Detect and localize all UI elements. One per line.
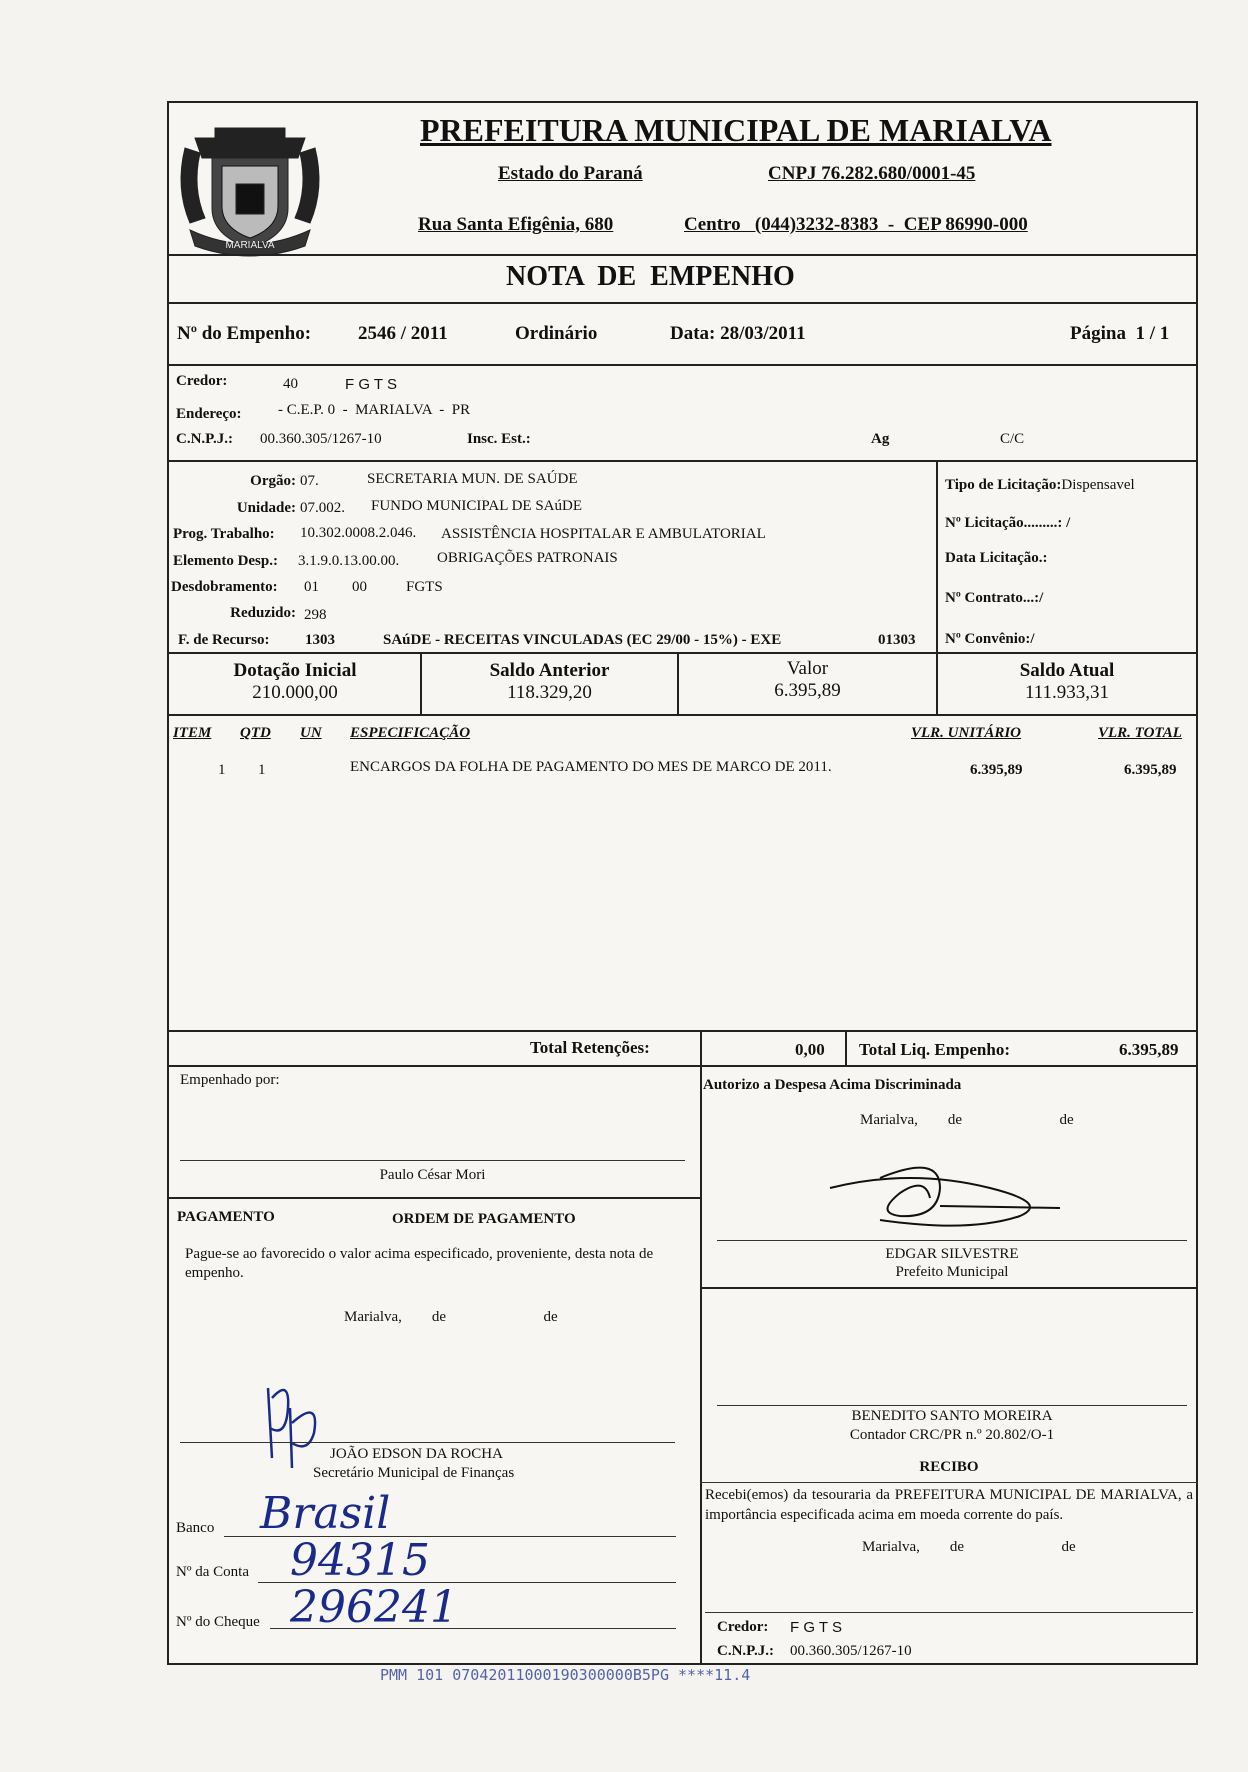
recibo-cnpj: 00.360.305/1267-10 (790, 1643, 912, 1659)
unidade-code: 07.002. (300, 500, 345, 516)
row-unit-value: 6.395,89 (970, 762, 1023, 778)
empenho-num-label: Nº do Empenho: (177, 323, 312, 344)
prefeito-signature (820, 1158, 1070, 1238)
pagamento-label: PAGAMENTO (177, 1209, 275, 1225)
prog-label: Prog. Trabalho: (173, 526, 275, 542)
recibo-title: RECIBO (919, 1459, 979, 1475)
autorizo-date-line: Marialva, de de (860, 1112, 1074, 1128)
insc-est-label: Insc. Est.: (467, 431, 531, 447)
balance-saldo-anterior-label: Saldo Anterior (489, 660, 610, 681)
empenhado-por-label: Empenhado por: (180, 1072, 280, 1088)
credor-code: 40 (283, 376, 298, 392)
tipo-licitacao-value: Dispensavel (1061, 477, 1135, 493)
cc-label: C/C (1000, 431, 1025, 447)
empenho-type: Ordinário (515, 323, 598, 344)
cnpj-header: CNPJ 76.282.680/0001-45 (768, 163, 976, 184)
row-spec: ENCARGOS DA FOLHA DE PAGAMENTO DO MES DE MARCO DE 2011. (350, 759, 832, 775)
col-spec: ESPECIFICAÇÃO (350, 725, 471, 741)
footer-code: PMM 101 07042011000190300000B5PG ****11.4 (380, 1666, 751, 1684)
cheque-value: 296241 (290, 1582, 458, 1633)
balance-valor (679, 658, 936, 702)
reduzido-value: 298 (304, 607, 327, 623)
conta-label: Nº da Conta (176, 1564, 249, 1580)
secretario-signature (250, 1368, 340, 1478)
balance-dotacao-value: 210.000,00 (252, 682, 338, 703)
prog-name: ASSISTÊNCIA HOSPITALAR E AMBULATORIAL (441, 526, 766, 542)
ag-label: Ag (871, 431, 890, 447)
desdobramento-name: FGTS (406, 579, 443, 595)
cnpj-label: C.N.P.J.: (176, 431, 233, 447)
banco-label: Banco (176, 1520, 215, 1536)
balance-dotacao (170, 660, 420, 704)
reduzido-label: Reduzido: (230, 605, 296, 621)
total-retencoes-label: Total Retenções: (530, 1038, 650, 1057)
tipo-licitacao-label: Tipo de Licitação: (945, 477, 1062, 493)
credor-address: - C.E.P. 0 - MARIALVA - PR (278, 402, 471, 418)
recurso-code: 1303 (305, 632, 335, 648)
contador-name: BENEDITO SANTO MOREIRA (851, 1408, 1053, 1424)
col-unit-value: VLR. UNITÁRIO (911, 725, 1022, 741)
prefeito-name: EDGAR SILVESTRE (885, 1246, 1019, 1262)
pagamento-date-line: Marialva, de de (344, 1309, 558, 1325)
balance-valor-label: Valor (786, 658, 829, 679)
recibo-text: Recebi(emos) da tesouraria da PREFEITURA MUNICIPAL DE MARIALVA, a importância especificada acima em moeda corrente do país. (705, 1487, 1193, 1523)
num-contrato: Nº Contrato...:/ (945, 590, 1044, 606)
elemento-label: Elemento Desp.: (173, 553, 278, 569)
num-licitacao: Nº Licitação.........: / (945, 515, 1071, 531)
district-phone-cep: Centro (044)3232-8383 - CEP 86990-000 (684, 214, 1028, 235)
tipo-licitacao (945, 477, 1135, 494)
col-total-value: VLR. TOTAL (1098, 725, 1182, 741)
credor-label: Credor: (176, 373, 228, 389)
cheque-label: Nº do Cheque (176, 1614, 260, 1630)
empenho-num: 2546 / 2011 (358, 323, 448, 344)
desdobramento-b: 00 (352, 579, 367, 595)
recurso-code2: 01303 (878, 632, 916, 648)
orgao-name: SECRETARIA MUN. DE SAÚDE (367, 471, 578, 487)
ordem-pagamento-label: ORDEM DE PAGAMENTO (392, 1211, 576, 1227)
balance-saldo-anterior (422, 660, 677, 704)
col-qtd: QTD (240, 725, 271, 741)
recibo-cnpj-label: C.N.P.J.: (717, 1643, 774, 1659)
balance-saldo-atual-label: Saldo Atual (1019, 660, 1115, 681)
elemento-code: 3.1.9.0.13.00.00. (298, 553, 400, 569)
data-licitacao: Data Licitação.: (945, 550, 1048, 566)
contador-role: Contador CRC/PR n.º 20.802/O-1 (849, 1427, 1055, 1443)
conta-value: 94315 (290, 1535, 430, 1586)
orgao-label: Orgão: (250, 473, 296, 489)
balance-dotacao-label: Dotação Inicial (233, 660, 357, 681)
state-name: Estado do Paraná (498, 163, 643, 184)
empenho-date: Data: 28/03/2011 (670, 323, 806, 344)
crest-banner-text: MARIALVA (225, 240, 275, 251)
desdobramento-label: Desdobramento: (171, 579, 278, 595)
page-number: Página 1 / 1 (1070, 323, 1170, 344)
secretario-name: JOÃO EDSON DA ROCHA (330, 1446, 503, 1462)
unidade-label: Unidade: (236, 500, 296, 516)
address-label: Endereço: (176, 406, 242, 422)
recibo-date-line: Marialva, de de (862, 1539, 1076, 1555)
total-liq-value: 6.395,89 (1119, 1040, 1179, 1059)
prefeito-role: Prefeito Municipal (895, 1264, 1009, 1280)
credor-cnpj: 00.360.305/1267-10 (260, 431, 382, 447)
balance-valor-value: 6.395,89 (774, 680, 841, 701)
balance-saldo-atual-value: 111.933,31 (1024, 682, 1110, 703)
credor-name: F G T S (345, 376, 397, 393)
recibo-credor-name: F G T S (790, 1619, 842, 1636)
row-qtd: 1 (258, 762, 266, 778)
unidade-name: FUNDO MUNICIPAL DE SAúDE (371, 498, 582, 514)
col-un: UN (300, 725, 322, 741)
banco-value: Brasil (260, 1488, 391, 1539)
elemento-name: OBRIGAÇÕES PATRONAIS (437, 550, 618, 566)
secretario-role: Secretário Municipal de Finanças (313, 1465, 515, 1481)
doc-title: NOTA DE EMPENHO (506, 261, 795, 292)
prog-code: 10.302.0008.2.046. (300, 525, 417, 541)
empenhado-por-name: Paulo César Mori (379, 1167, 486, 1183)
total-liq-label: Total Liq. Empenho: (859, 1040, 1010, 1059)
recibo-credor-label: Credor: (717, 1619, 769, 1635)
recurso-name: SAúDE - RECEITAS VINCULADAS (EC 29/00 - 15%) - EXE (383, 632, 782, 648)
autorizo-label: Autorizo a Despesa Acima Discriminada (703, 1077, 962, 1093)
row-total-value: 6.395,89 (1124, 762, 1177, 778)
address: Rua Santa Efigênia, 680 (418, 214, 614, 235)
pagamento-text: Pague-se ao favorecido o valor acima especificado, proveniente, desta nota de empenho. (185, 1246, 654, 1281)
total-retencoes-value: 0,00 (795, 1040, 825, 1059)
num-convenio: Nº Convênio:/ (945, 631, 1035, 647)
balance-saldo-atual (938, 660, 1196, 704)
row-item: 1 (218, 762, 226, 778)
page-title: PREFEITURA MUNICIPAL DE MARIALVA (420, 112, 1052, 148)
col-item: ITEM (173, 725, 212, 741)
orgao-code: 07. (300, 473, 319, 489)
desdobramento-a: 01 (304, 579, 319, 595)
balance-saldo-anterior-value: 118.329,20 (507, 682, 592, 703)
coat-of-arms (170, 118, 330, 266)
recurso-label: F. de Recurso: (178, 632, 270, 648)
